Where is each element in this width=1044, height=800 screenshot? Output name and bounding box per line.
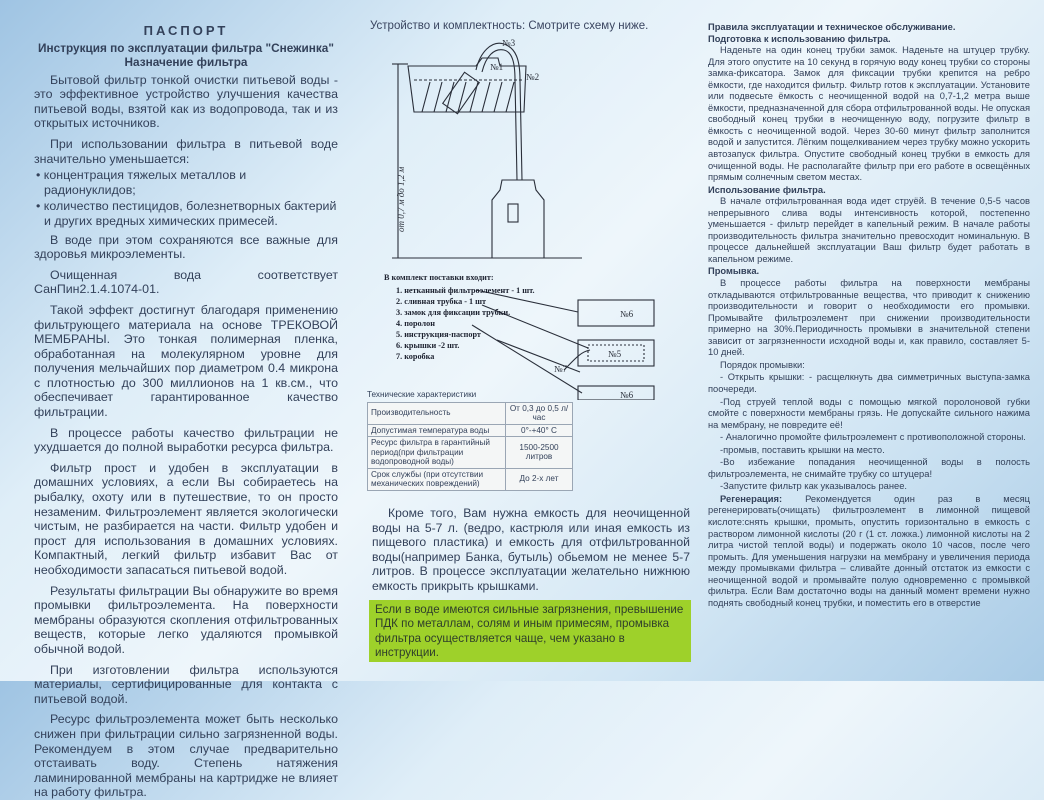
washing-step: -Запустите фильтр как указывалось ранее. [720,481,908,492]
usage-paragraph: В начале отфильтрованная вода идет струёй. В течение 0,5-5 часов непрерывного слива воды интенсивность которой, постепенно уменьшается - фильтр перейдет в капельный режим. В начале работы производительность фильтра значительно превосходит номинальную. В процессе дальнейшей эксплуатации Ваш фильтр будет работать в капельном режиме. [708,196,1030,264]
preparation-heading: Подготовка к использованию фильтра. [708,33,891,44]
kit-item: 1. нетканный фильтроэлемент - 1 шт. [396,286,535,295]
container-note: Кроме того, Вам нужна емкость для неочищенной воды на 5-7 л. (ведро, кастрюля или иная емкость из пищевого пластика) и емкость для отфильтрованной воды(например Банка, бутыль) обьемом не менее 5-7 литров. В процессе эксплуатации желательно нижнюю емкость прикрыть крышками. [372,506,690,593]
microelements-paragraph: В воде при этом сохраняются все важные для здоровья микроэлементы. [34,232,338,262]
regeneration-paragraph: Регенерация: Рекомендуется один раз в месяц регенерировать(очищать) фильтроэлемент в лимонной пищевой кислоте:снять крышки, промыть, опустить горизонтально в емкость с раствором лимонной кислоты (20 г (1 ст. ложка.) лимонной кислоты на 2 литра чистой теплой воды) и подержать около 10 часов, после чего промыть. Для уменьшения нагрузки на мембрану и увеличения периода между промывками фильтра – сливайте донный отстаток из емкости с неочищенной водой и промывайте полую одновременно с промывкой фильтра. Если Вам достаточно воды на данный момент времени нужно поднять свободный конец трубки, и поместить его в отверстие [708,493,1030,608]
washing-step: -Под струей теплой воды с помощью мягкой поролоновой губки смойте с поверхности мембраны грязь. Не допускайте сильного нажима на мембрану, не повредите её! [708,396,1030,430]
table-row: Допустимая температура воды 0°-+40° С [368,424,573,437]
kit-item: 6. крышки -2 шт. [396,341,460,350]
label-n7: №7 [554,364,568,374]
results-paragraph: Результаты фильтрации Вы обнаружите во время промывки фильтроэлемента. На поверхности мембраны образуются скопления отфильтрованных веществ, которые легко удаляются промывкой обычной водой. [34,583,338,656]
kit-item: 2. сливная трубка - 1 шт [396,297,487,306]
washing-step: -промыв, поставить крышки на место. [720,444,885,455]
resource-paragraph: Ресурс фильтроэлемента может быть несколько снижен при фильтрации сильно загрязненной воды. Рекомендуем в этом случае предварительно отстаивать воду. Степень натяжения ламинированной мембраны на картридже не влияет на работу фильтра. [34,712,338,800]
label-n3: №3 [502,38,516,48]
bottle-label [508,204,518,222]
rules-heading: Правила эксплуатации и техническое обслуживание. [708,22,956,32]
washing-paragraph: В процессе работы фильтра на поверхности мембраны откладываются отфильтрованные вещества, что приводит к снижению производительности и говорит о необходимости его промывки. Промывайте фильтроэлемент при снижении производительности примерно на 30%.Периодичность промывки в значительной степени зависит от загрязненности исходной воды и, как правило, составляет 5-10 дней. [708,278,1030,358]
usage-heading: Использование фильтра. [708,184,826,195]
kit-item: 3. замок для фиксации трубки. [396,308,511,317]
table-row: Ресурс фильтра в гарантийный период(при фильтрации водопроводной воды) 1500-2500 литров [368,437,573,469]
kit-title: В комплект поставки входит: [384,273,494,282]
label-n1: №1 [490,62,504,72]
filter-element [443,72,480,113]
quality-paragraph: В процессе работы качество фильтрации не ухудшается до полной выработки ресурса фильтра. [34,425,338,455]
washing-heading: Промывка. [708,266,760,277]
materials-paragraph: При изготовлении фильтра используются материалы, сертифицированные для контакта с питьевой водой. [34,662,338,706]
washing-step: - Открыть крышки: - расщелкнуть два симметричных выступа-замка поочереди. [708,372,1030,394]
tech-specs-caption: Технические характеристики [367,390,477,399]
washing-step: -Во избежание попадания неочищенной воды в полость фильтроэлемента, не снимайте трубку со штуцера! [708,457,1030,479]
device-heading: Устройство и комплектность: Смотрите схему ниже. [370,20,649,32]
passport-title: ПАСПОРТ [143,23,229,38]
container-hatching [422,82,514,112]
table-row: Срок службы (при отсутствии механических повреждений) До 2-х лет [368,468,573,490]
label-n6-bottom: №6 [620,390,634,400]
purpose-heading: Назначение фильтра [124,54,248,69]
usage-paragraph: Фильтр прост и удобен в эксплуатации в домашних условиях, а если Вы собираетесь на рыбалку, охоту или в путешествие, то он просто незаменим. Фильтроэлемент является экологически чистым, не разбирается на части. Фильтр удобен и прост для использования в домашних условиях. Компактный, легкий фильтр избавит Вас от необходимости запасаться питьевой водой. [34,460,338,577]
kit-item: 4. поролон [396,319,435,328]
kit-item: 7. коробка [396,352,435,361]
passport-column [0,0,352,800]
bullet-item: • концентрация тяжелых металлов и радионуклидов; [36,168,247,197]
washing-order-label: Порядок промывки: [720,359,805,370]
maintenance-column [694,0,1044,681]
cover-part-bottom [578,386,654,400]
washing-step: - Аналогично промойте фильтроэлемент с противоположной стороны. [720,432,1026,443]
reduction-paragraph: При использовании фильтра в питьевой воде значительно уменьшается: [34,136,338,166]
regeneration-label: Регенерация: [720,493,783,504]
label-n6-top: №6 [620,309,634,319]
bullet-item: • количество пестицидов, болезнетворных бактерий и других вредных химических примесей. [36,199,337,228]
membrane-paragraph: Такой эффект достигнут благодаря применению фильтрующего материала на основе ТРЕКОВОЙ МЕМБРАНЫ. Это тонкая полимерная пленка, обработанная на молекулярном уровне для получения мельчайших пор диаметром 0.4 микрона с плотностью до 300 миллионов на 1 кв.см., что обеспечивает гарантированное качество фильтрации. [34,302,338,420]
tech-specs-table [367,402,573,491]
tech-specs [367,390,573,491]
passport-subtitle: Инструкция по эксплуатации фильтра "Снежинка" [38,40,334,55]
filter-diagram [352,0,694,400]
warning-box: Если в воде имеются сильные загрязнения, превышение ПДК по металлам, солям и иным примесям, промывка фильтра осуществляется чаще, чем указано в инструкции. [369,600,691,662]
label-n2: №2 [526,72,540,82]
intro-paragraph: Бытовой фильтр тонкой очистки питьевой воды - это эффективное устройство улучшения качества питьевой воды, взятой как из водопровода, так и из открытых источников. [34,72,338,131]
cover-part-top [578,300,654,326]
kit-item: 5. инструкция-паспорт [396,330,481,339]
device-column [352,0,694,681]
label-n5: №5 [608,349,622,359]
table-row: Производительность От 0,3 до 0,5 л/час [368,402,573,424]
preparation-paragraph: Наденьте на один конец трубки замок. Наденьте на штуцер трубку. Для этого опустите на 10 секунд в горячую воду конец трубки со стороны замка-фиксатора. Замок для фиксации трубки крепится на ребро ёмкости, где находится фильтр. Фильтр готов к эксплуатации. Установите или подвесьте ёмкость с неочищенной водой на 0,7-1,2 метра выше ёмкости, предназначенной для сбора отфильтрованной воды. Не опуская свободный конец трубки в неочищенную воду, погрузите фильтр в ёмкость с неочищенной водой. Через 30-60 минут фильтр заполнится водой и запустится. Лёгким пощелкиванием через трубку можно ускорить автозапуск фильтра. Опустите свободный конец трубки в емкость для очищенной воды. Не располагайте фильтр при его работе в освещённых прямым солнечным светом местах. [708,45,1030,183]
sanpin-paragraph: Очищенная вода соответствует СанПин2.1.4.1074-01. [34,267,338,297]
height-label: от 0,7 м до 1,2 м [396,166,406,232]
